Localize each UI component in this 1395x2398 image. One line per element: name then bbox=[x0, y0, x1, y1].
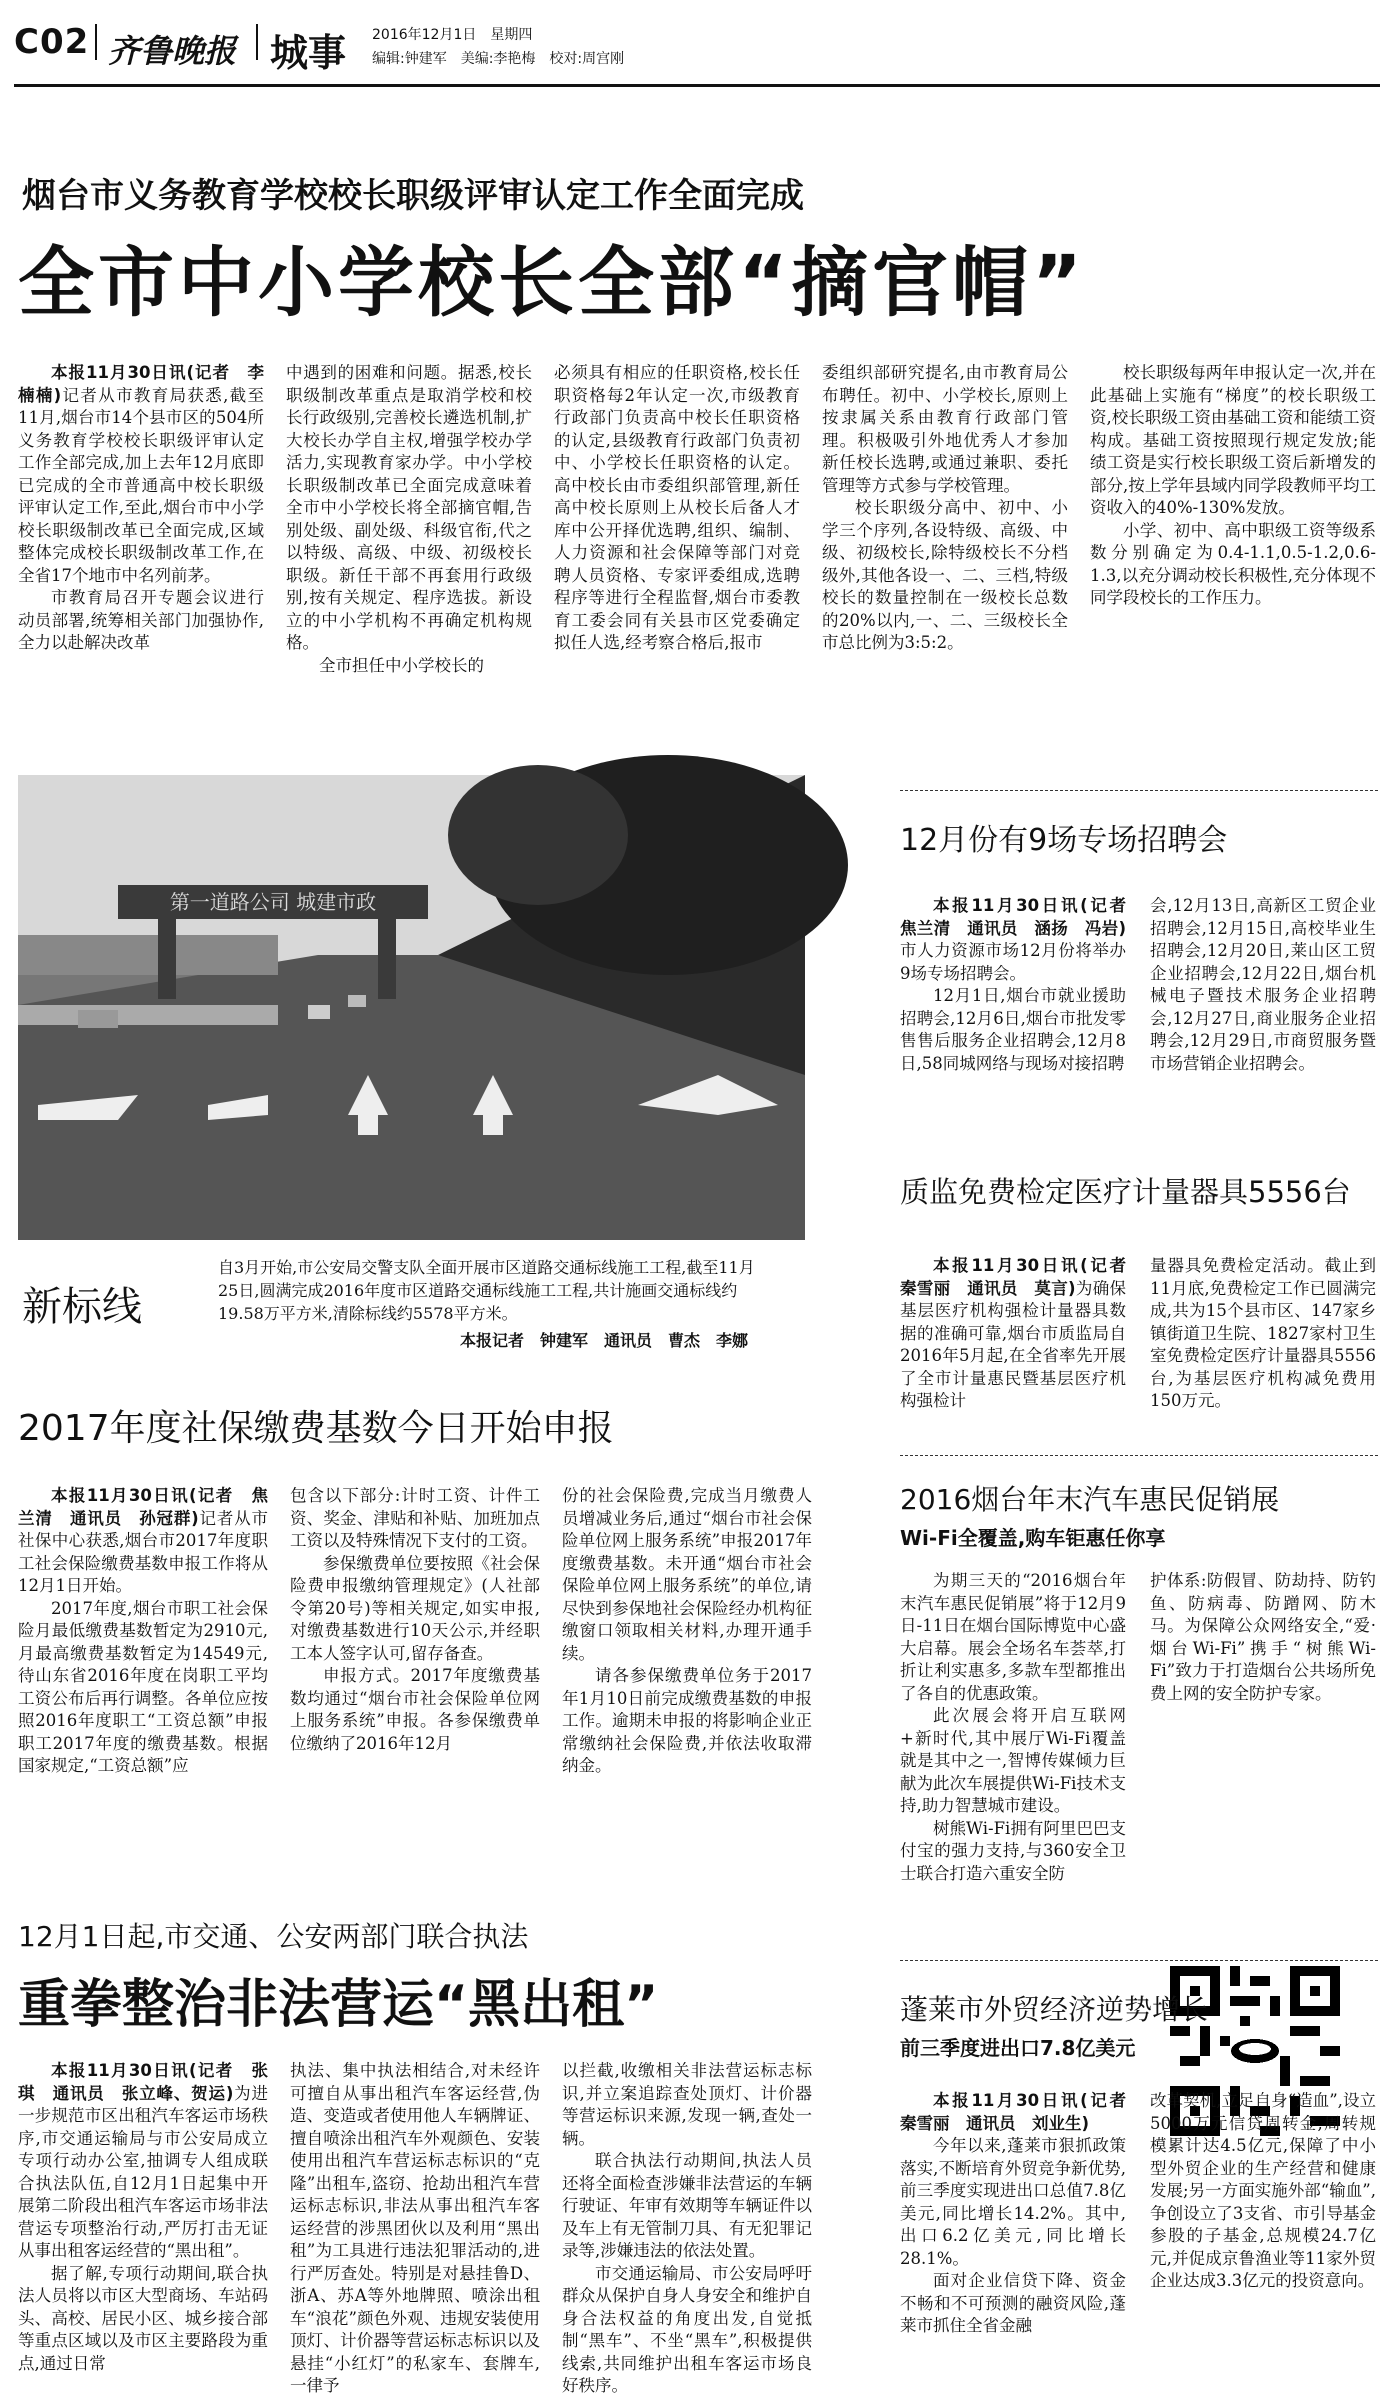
lead-column-4 bbox=[822, 362, 1068, 722]
quality-title: 质监免费检定医疗计量器具5556台 bbox=[900, 1175, 1351, 1209]
quality-byline: 本报11月30日讯(记者 秦雪丽 通讯员 莫言) bbox=[900, 1256, 1143, 1298]
lead-paragraph: 校长职级分高中、初中、小学三个序列,各设特级、高级、中级、初级校长,除特级校长不分档级外,其他各设一、二、三档,特级校长的数量控制在一级校长总数的20%以内,一、二、三级校长全市总比例为3:5:2。 bbox=[822, 498, 1068, 652]
road-photo-illustration bbox=[18, 775, 805, 1240]
header-rule bbox=[14, 84, 1380, 87]
social-paragraph: 记者从市社保中心获悉,烟台市2017年度职工社会保险缴费基数申报工作将从12月1日开始。 bbox=[18, 1508, 269, 1595]
issue-date: 2016年12月1日 星期四 bbox=[372, 27, 533, 43]
jobs-paragraph: 12月1日,烟台市就业援助招聘会,12月6日,烟台市批发零售售后服务企业招聘会,12月8日,58同城网络与现场对接招聘 bbox=[900, 986, 1126, 1073]
lead-column-2 bbox=[286, 362, 532, 722]
trade-column-2 bbox=[1150, 2090, 1376, 2390]
social-paragraph: 2017年度,烟台市职工社会保险月最低缴费基数暂定为2910元,月最高缴费基数暂定为14549元,待山东省2016年度在岗职工平均工资公布后再行调整。各单位应按照2016年度职工“工资总额”申报职工2017年度的缴费基数。根据国家规定,“工资总额”应 bbox=[18, 1598, 268, 1775]
auto-paragraph: 树熊Wi-Fi拥有阿里巴巴支付宝的强力支持,与360安全卫士联合打造六重安全防 bbox=[900, 1818, 1126, 1883]
divider bbox=[900, 1455, 1378, 1456]
auto-paragraph: 护体系:防假冒、防劫持、防钓鱼、防病毒、防蹭网、防木马。为保障公众网络安全,“爱·烟台Wi-Fi”携手“树熊Wi-Fi”致力于打造烟台公共场所免费上网的安全防护专家。 bbox=[1150, 1571, 1376, 1703]
auto-column-1 bbox=[900, 1570, 1126, 1970]
jobs-column-1 bbox=[900, 895, 1143, 1145]
social-title: 2017年度社保缴费基数今日开始申报 bbox=[18, 1408, 614, 1449]
trade-subtitle: 前三季度进出口7.8亿美元 bbox=[900, 2036, 1136, 2060]
lead-paragraph: 记者从市教育局获悉,截至11月,烟台市14个县市区的504所义务教育学校校长职级评审认定工作全部完成,加上去年12月底即已完成的全市普通高中校长职级评审认定工作,至此,烟台市中小学校长职级制改革已全面完成,区域整体完成校长职级制改革工作,在全省17个地市中名列前茅。 bbox=[18, 385, 264, 585]
taxi-byline: 本报11月30日讯(记者 张琪 通讯员 张立峰、贺运) bbox=[18, 2061, 268, 2103]
quality-column-2 bbox=[1150, 1255, 1376, 1465]
social-column-1 bbox=[18, 1485, 268, 1815]
quality-column-1 bbox=[900, 1255, 1143, 1465]
lead-paragraph: 市教育局召开专题会议进行动员部署,统筹相关部门加强协作,全力以赴解决改革 bbox=[18, 588, 264, 652]
photo-caption: 自3月开始,市公安局交警支队全面开展市区道路交通标线施工工程,截至11月25日,圆满完成2016年度市区道路交通标线施工工程,共计施画交通标线约19.58万平方米,清除标线约5578平方米。 bbox=[218, 1258, 755, 1323]
jobs-title: 12月份有9场专场招聘会 bbox=[900, 823, 1228, 858]
lead-column-1 bbox=[18, 362, 264, 722]
trade-paragraph: 改革契机,立足自身“造血”,设立5000万元信贷周转金,周转规模累计达4.5亿元,保障了中小型外贸企业的生产经营和健康发展;另一方面实施外部“输血”,争创设立了3支省、市引导基金参股的子基金,总规模24.7亿元,并促成京鲁渔业等11家外贸企业达成3.3亿元的投资意向。 bbox=[1150, 2091, 1376, 2290]
newspaper-name: 齐鲁晚报 bbox=[108, 32, 237, 70]
header-divider bbox=[256, 24, 258, 60]
auto-paragraph: 此次展会将开启互联网+新时代,其中展厅Wi-Fi覆盖就是其中之一,智博传媒倾力巨献为此次车展提供Wi-Fi技术支持,助力智慧城市建设。 bbox=[900, 1706, 1126, 1815]
lead-column-3 bbox=[554, 362, 800, 722]
taxi-headline: 重拳整治非法营运“黑出租” bbox=[18, 1975, 659, 2035]
trade-column-1 bbox=[900, 2090, 1143, 2390]
bridge-sign-text: 第一道路公司 城建市政 bbox=[169, 890, 377, 914]
taxi-column-3 bbox=[562, 2060, 812, 2395]
photo-credit: 本报记者 钟建军 通讯员 曹杰 李娜 bbox=[460, 1331, 749, 1350]
auto-column-2 bbox=[1150, 1570, 1376, 1950]
social-byline: 本报11月30日讯(记者 焦兰清 通讯员 孙冠群) bbox=[18, 1486, 268, 1528]
lead-paragraph: 校长职级每两年申报认定一次,并在此基础上实施有“梯度”的校长职级工资,校长职级工资由基础工资和能绩工资构成。基础工资按照现行规定发放;能绩工资是实行校长职级工资后新增发的部分,按上学年县域内同学段教师平均工资收入的40%-130%发放。 bbox=[1090, 363, 1376, 517]
taxi-paragraph: 为进一步规范市区出租汽车客运市场秩序,市交通运输局与市公安局成立专项行动办公室,抽调专人组成联合执法队伍,自12月1日起集中开展第二阶段出租汽车客运市场非法营运专项整治行动,严厉打击无证从事出租客运经营的“黑出租”。 bbox=[18, 2083, 268, 2260]
divider bbox=[900, 790, 1378, 791]
social-paragraph: 包含以下部分:计时工资、计件工资、奖金、津贴和补贴、加班加点工资以及特殊情况下支付的工资。 bbox=[290, 1486, 540, 1550]
lead-headline: 全市中小学校长全部“摘官帽” bbox=[18, 238, 1086, 327]
lead-paragraph: 必须具有相应的任职资格,校长任职资格每2年认定一次,市级教育行政部门负责高中校长任职资格的认定,县级教育行政部门负责初中、小学校长任职资格的认定。高中校长由市委组织部管理,新任高中校长原则上从校长后备人才库中公开择优选聘,组织、编制、人力资源和社会保障等部门对竞聘人员资格、专家评委组成,选聘程序等进行全程监督,烟台市委教育工委会同有关县市区党委确定拟任人选,经考察合格后,报市 bbox=[554, 363, 800, 652]
jobs-paragraph: 会,12月13日,高新区工贸企业招聘会,12月15日,高校毕业生招聘会,12月20日,莱山区工贸企业招聘会,12月22日,烟台机械电子暨技术服务企业招聘会,12月27日,商业服务企业招聘会,12月29日,市商贸服务暨市场营销企业招聘会。 bbox=[1150, 896, 1376, 1073]
lead-kicker: 烟台市义务教育学校校长职级评审认定工作全面完成 bbox=[22, 176, 804, 216]
trade-title: 蓬莱市外贸经济逆势增长 bbox=[900, 1993, 1209, 2026]
lead-column-5 bbox=[1090, 362, 1376, 722]
taxi-kicker: 12月1日起,市交通、公安两部门联合执法 bbox=[18, 1920, 529, 1953]
header-divider bbox=[95, 24, 97, 60]
lead-byline: 本报11月30日讯(记者 李楠楠) bbox=[18, 363, 264, 405]
jobs-column-2 bbox=[1150, 895, 1376, 1145]
jobs-byline: 本报11月30日讯(记者 焦兰清 通讯员 涵扬 冯岩) bbox=[900, 896, 1143, 938]
taxi-paragraph: 联合执法行动期间,执法人员还将全面检查涉嫌非法营运的车辆行驶证、年审有效期等车辆证件以及车上有无管制刀具、有无犯罪记录等,涉嫌违法的依法处置。 bbox=[562, 2151, 812, 2260]
auto-subtitle: Wi-Fi全覆盖,购车钜惠任你享 bbox=[900, 1526, 1166, 1550]
quality-paragraph: 为确保基层医疗机构强检计量器具数据的准确可靠,烟台市质监局自2016年5月起,在全省率先开展了全市计量惠民暨基层医疗机构强检计 bbox=[900, 1278, 1127, 1410]
taxi-paragraph: 以拦截,收缴相关非法营运标志标识,并立案追踪查处顶灯、计价器等营运标识来源,发现一辆,查处一辆。 bbox=[562, 2061, 812, 2148]
trade-paragraph: 今年以来,蓬莱市狠抓政策落实,不断培育外贸竞争新优势,前三季度实现进出口总值7.8亿美元,同比增长14.2%。其中,出口6.2亿美元,同比增长28.1%。 bbox=[900, 2136, 1126, 2268]
taxi-column-2 bbox=[290, 2060, 540, 2395]
jobs-paragraph: 市人力资源市场12月份将举办9场专场招聘会。 bbox=[900, 941, 1126, 983]
social-paragraph: 参保缴费单位要按照《社会保险费申报缴纳管理规定》(人社部令第20号)等相关规定,如实申报,对缴费基数进行10天公示,并经职工本人签字认可,留存备查。 bbox=[290, 1553, 540, 1663]
road-marking-photo bbox=[18, 775, 805, 1240]
divider bbox=[900, 1960, 1378, 1961]
taxi-paragraph: 执法、集中执法相结合,对未经许可擅自从事出租汽车客运经营,伪造、变造或者使用他人车辆牌证、擅自喷涂出租汽车外观颜色、安装使用出租汽车营运标志标识的“克隆”出租车,盗窃、抢劫出租汽车营运标志标识,非法从事出租汽车客运经营的涉黑团伙以及利用“黑出租”为工具进行违法犯罪活动的,进行严厉查处。特别是对悬挂鲁D、浙A、苏A等外地牌照、喷涂出租车“浪花”颜色外观、违规安装使用顶灯、计价器等营运标志标识以及悬挂“小红灯”的私家车、套牌车,一律予 bbox=[290, 2061, 540, 2395]
auto-paragraph: 为期三天的“2016烟台年末汽车惠民促销展”将于12月9日-11日在烟台国际博览中心盛大启幕。展会全场名车荟萃,打折让利实惠多,多款车型都推出了各自的优惠政策。 bbox=[900, 1571, 1126, 1703]
trade-byline: 本报11月30日讯(记者 秦雪丽 通讯员 刘业生) bbox=[900, 2091, 1143, 2133]
taxi-paragraph: 市交通运输局、市公安局呼吁群众从保护自身人身安全和维护自身合法权益的角度出发,自觉抵制“黑车”、不坐“黑车”,积极提供线索,共同维护出租车客运市场良好秩序。 bbox=[562, 2263, 812, 2395]
lead-paragraph: 委组织部研究提名,由市教育局公布聘任。初中、小学校长,原则上按隶属关系由教育行政部门管理。积极吸引外地优秀人才参加新任校长选聘,或通过兼职、委托管理等方式参与学校管理。 bbox=[822, 363, 1068, 495]
taxi-paragraph: 据了解,专项行动期间,联合执法人员将以市区大型商场、车站码头、高校、居民小区、城乡接合部等重点区域以及市区主要路段为重点,通过日常 bbox=[18, 2263, 268, 2373]
social-column-3 bbox=[562, 1485, 812, 1815]
social-paragraph: 份的社会保险费,完成当月缴费人员增减业务后,通过“烟台市社会保险单位网上服务系统”申报2017年度缴费基数。未开通“烟台市社会保险单位网上服务系统”的单位,请尽快到参保地社会保险经办机构征缴窗口领取相关材料,办理开通手续。 bbox=[562, 1486, 812, 1663]
social-column-2 bbox=[290, 1485, 540, 1815]
social-paragraph: 申报方式。2017年度缴费基数均通过“烟台市社会保险单位网上服务系统”申报。各参保缴费单位缴纳了2016年12月 bbox=[290, 1666, 540, 1753]
taxi-column-1 bbox=[18, 2060, 268, 2390]
photo-caption-title: 新标线 bbox=[22, 1284, 142, 1330]
quality-paragraph: 量器具免费检定活动。截止到11月底,免费检定工作已圆满完成,共为15个县市区、147家乡镇街道卫生院、1827家村卫生室免费检定医疗计量器具5556台,为基层医疗机构减免费用150万元。 bbox=[1150, 1256, 1376, 1410]
auto-title: 2016烟台年末汽车惠民促销展 bbox=[900, 1483, 1280, 1516]
section-title: 城事 bbox=[270, 31, 347, 75]
lead-paragraph: 全市担任中小学校长的 bbox=[319, 655, 484, 675]
trade-paragraph: 面对企业信贷下降、资金不畅和不可预测的融资风险,蓬莱市抓住全省金融 bbox=[900, 2271, 1126, 2335]
editors-line: 编辑:钟建军 美编:李艳梅 校对:周宫刚 bbox=[372, 51, 625, 67]
page-number: C02 bbox=[14, 22, 90, 62]
lead-paragraph: 中遇到的困难和问题。据悉,校长职级制改革重点是取消学校和校长行政级别,完善校长遴选机制,扩大校长办学自主权,增强学校办学活力,实现教育家办学。中小学校长职级制改革已全面完成意味着全市中小学校长将全部摘官帽,告别处级、副处级、科级官衔,代之以特级、高级、中级、初级校长职级。新任干部不再套用行政级别,按有关规定、程序选拔。新设立的中小学机构不再确定机构规格。 bbox=[286, 363, 532, 652]
lead-paragraph: 小学、初中、高中职级工资等级系数分别确定为0.4-1.1,0.5-1.2,0.6-1.3,以充分调动校长积极性,充分体现不同学段校长的工作压力。 bbox=[1090, 520, 1376, 607]
social-paragraph: 请各参保缴费单位务于2017年1月10日前完成缴费基数的申报工作。逾期未申报的将影响企业正常缴纳社会保险费,并依法收取滞纳金。 bbox=[562, 1666, 812, 1775]
